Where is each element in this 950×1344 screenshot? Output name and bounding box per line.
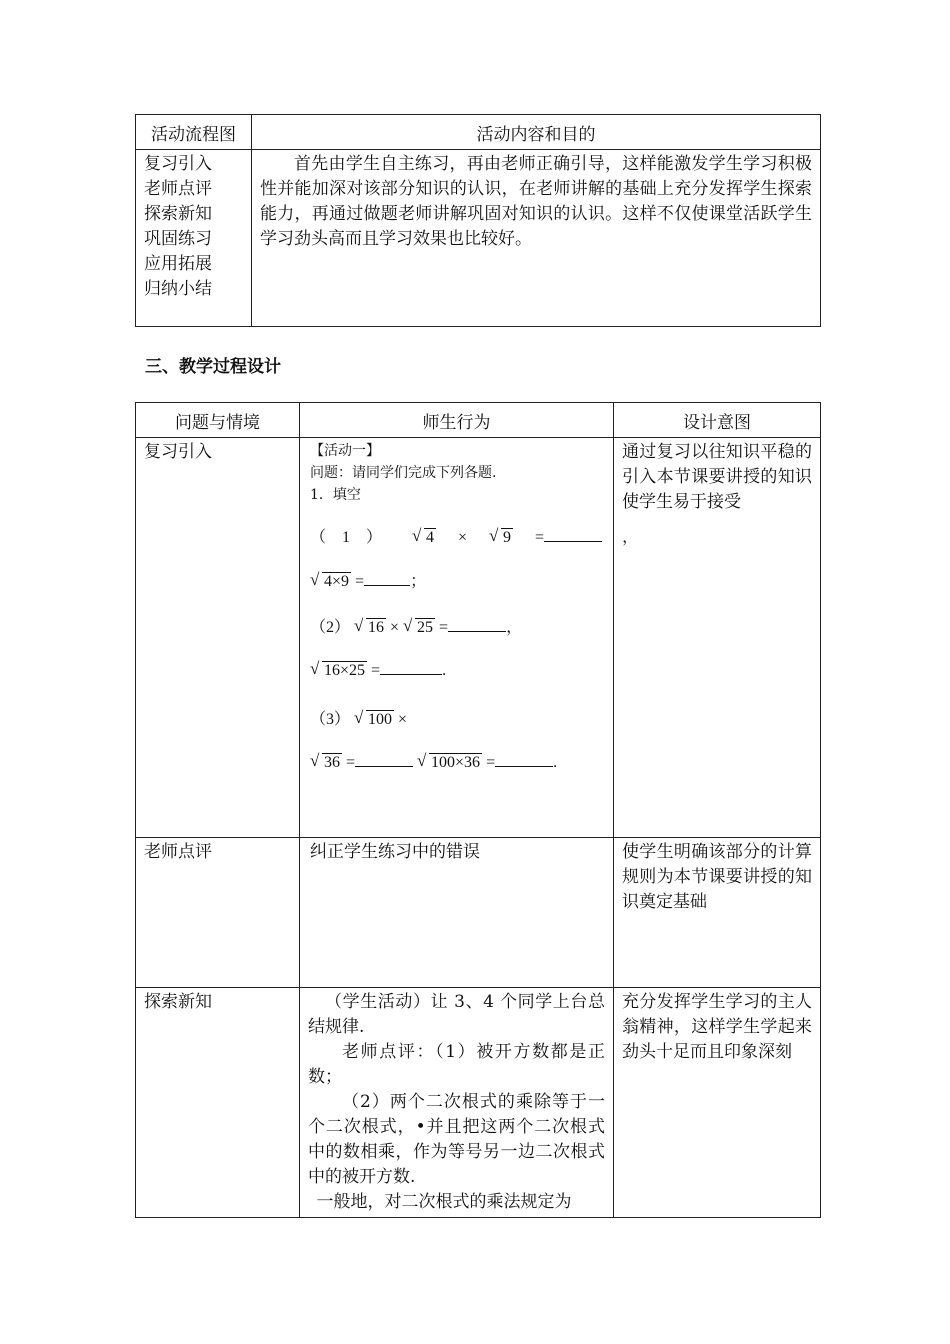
equals-sign: = xyxy=(439,619,449,636)
flow-item: 巩固练习 xyxy=(144,229,212,249)
problem-2a xyxy=(310,614,603,638)
problem-1b xyxy=(310,568,603,592)
behavior-paragraph: （学生活动）让 3、4 个同学上台总结规律. xyxy=(308,992,605,1037)
intent-text: 充分发挥学生学习的主人翁精神，这样学生学起来劲头十足而且印象深刻 xyxy=(622,992,812,1062)
answer-blank[interactable] xyxy=(355,752,413,767)
sqrt-16: √ 16 xyxy=(354,616,385,636)
equals-sign: = xyxy=(355,573,365,590)
process-table xyxy=(135,402,821,1218)
header-situation: 问题与情境 xyxy=(136,403,300,438)
answer-blank[interactable] xyxy=(448,617,506,632)
flow-item: 探索新知 xyxy=(144,204,212,224)
activity-title: 【活动一】 xyxy=(310,443,380,459)
times-sign: × xyxy=(398,711,408,728)
stage-label: 探索新知 xyxy=(144,992,212,1012)
flow-list-cell xyxy=(136,150,252,327)
times-sign: × xyxy=(390,619,400,636)
answer-blank[interactable] xyxy=(544,527,602,542)
intent-cell xyxy=(614,988,821,1218)
stage-label: 复习引入 xyxy=(144,442,212,462)
flow-table xyxy=(135,114,821,327)
answer-blank[interactable] xyxy=(495,752,553,767)
stage-cell xyxy=(136,988,300,1218)
behavior-paragraph: （2）两个二次根式的乘除等于一个二次根式，•并且把这两个二次根式中的数相乘，作为等号另一边二次根式中的被开方数. xyxy=(308,1092,605,1187)
sqrt-9: √ 9 xyxy=(489,526,512,546)
equals-sign: = xyxy=(371,662,381,679)
behavior-text: 纠正学生练习中的错误 xyxy=(310,842,480,862)
section-title: 三、教学过程设计 xyxy=(145,357,281,377)
content-header-cell: 活动内容和目的 xyxy=(252,115,821,150)
sqrt-100: √ 100 xyxy=(354,708,393,728)
answer-blank[interactable] xyxy=(380,660,442,675)
behavior-cell xyxy=(300,838,614,988)
flow-item: 复习引入 xyxy=(144,154,212,174)
semicolon: ； xyxy=(410,573,427,590)
equals-sign: = xyxy=(346,754,356,771)
intent-cell xyxy=(614,438,821,838)
sqrt-4x9: √ 4×9 xyxy=(310,570,350,590)
flow-item: 归纳小结 xyxy=(144,279,212,299)
period: . xyxy=(553,754,558,771)
times-sign: × xyxy=(458,529,468,546)
question-text: 问题：请同学们完成下列各题. xyxy=(310,465,497,481)
period: . xyxy=(442,662,447,679)
flow-header-cell: 活动流程图 xyxy=(136,115,252,150)
problem-3a xyxy=(310,706,603,730)
equals-sign: = xyxy=(486,754,496,771)
problem-1a xyxy=(310,524,639,548)
behavior-cell xyxy=(300,988,614,1218)
intent-text: 通过复习以往知识平稳的引入本节课要讲授的知识使学生易于接受 xyxy=(622,442,812,512)
sqrt-25: √ 25 xyxy=(403,616,434,636)
header-behavior: 师生行为 xyxy=(300,403,614,438)
behavior-cell xyxy=(300,438,639,838)
flow-item: 老师点评 xyxy=(144,179,212,199)
comma: ， xyxy=(506,619,523,636)
problem-2b xyxy=(310,660,603,684)
comma: ， xyxy=(622,529,639,546)
flow-item: 应用拓展 xyxy=(144,254,212,274)
stage-cell xyxy=(136,838,300,988)
equals-sign: = xyxy=(535,529,545,546)
answer-blank[interactable] xyxy=(364,571,410,586)
behavior-paragraph: 一般地，对二次根式的乘法规定为 xyxy=(316,1192,572,1212)
sqrt-100x36: √ 100×36 xyxy=(417,751,481,771)
problem-3b xyxy=(310,752,603,776)
problem-2-label: （2） xyxy=(310,619,351,636)
sqrt-4: √ 4 xyxy=(412,526,435,546)
stage-cell xyxy=(136,438,300,838)
stage-label: 老师点评 xyxy=(144,842,212,862)
content-cell xyxy=(252,150,821,327)
fill-in-label: 1．填空 xyxy=(310,487,361,503)
sqrt-16x25: √ 16×25 xyxy=(310,659,366,679)
behavior-paragraph: 老师点评：（1）被开方数都是正数； xyxy=(308,1042,605,1087)
intent-cell xyxy=(614,838,821,988)
header-intent: 设计意图 xyxy=(614,403,821,438)
problem-3-label: （3） xyxy=(310,711,351,728)
sqrt-36: √ 36 xyxy=(310,751,340,771)
intent-text: 使学生明确该部分的计算规则为本节课要讲授的知识奠定基础 xyxy=(622,842,812,912)
problem-1-label: （ 1 ） xyxy=(310,529,383,546)
content-text: 首先由学生自主练习，再由老师正确引导，这样能激发学生学习积极性并能加深对该部分知识的认识，在老师讲解的基础上充分发挥学生探索能力，再通过做题老师讲解巩固对知识的认识。这样不仅使课堂活跃学生学习劲头高而且学习效果也比较好。 xyxy=(260,154,812,249)
